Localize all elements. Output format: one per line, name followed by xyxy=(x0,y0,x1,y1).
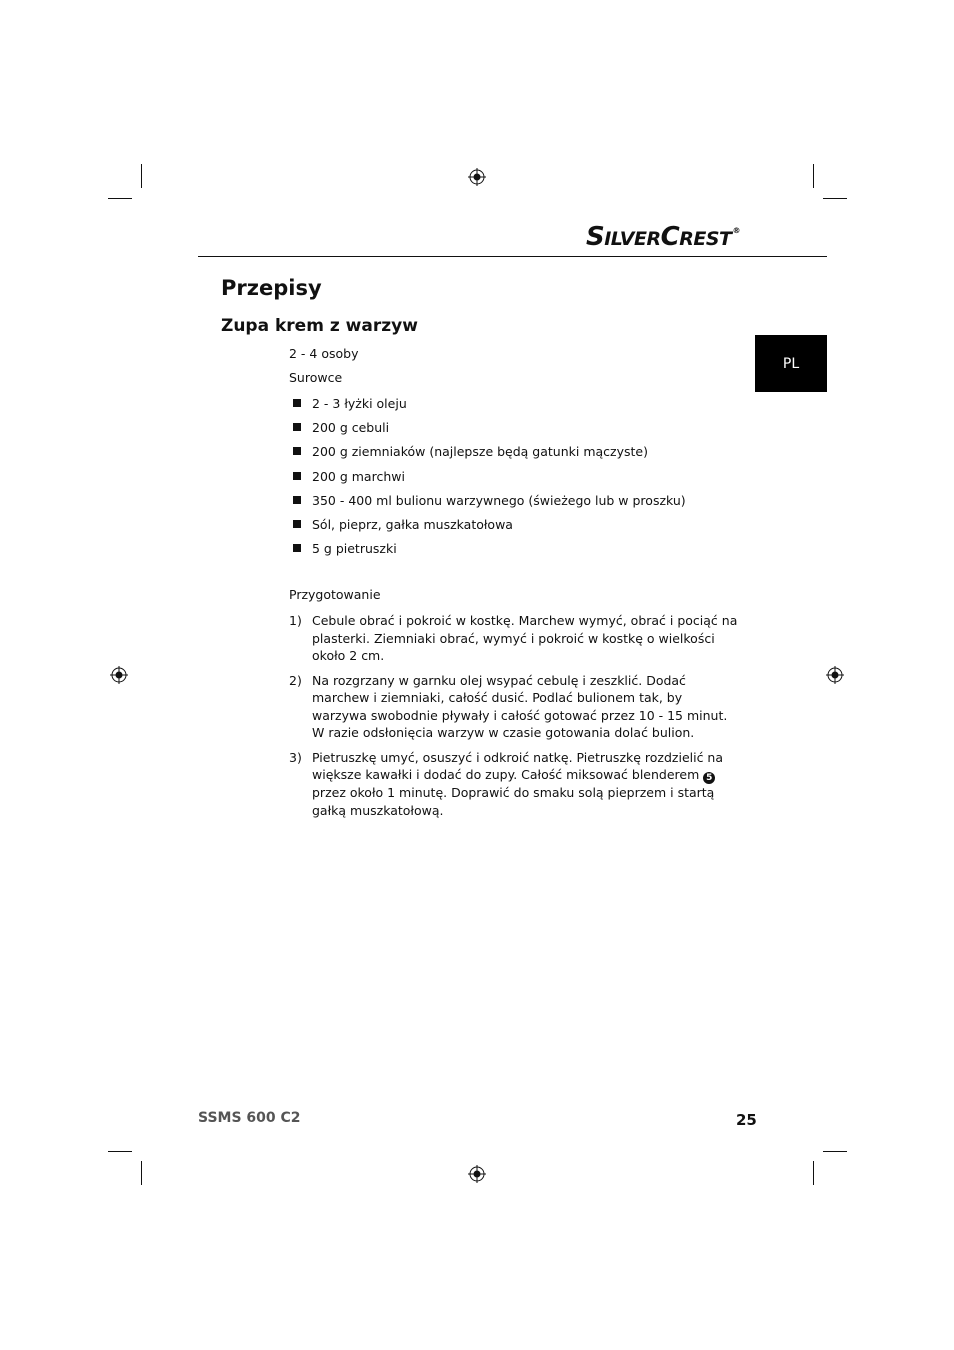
crop-mark xyxy=(141,1161,142,1185)
crop-mark xyxy=(108,1151,132,1152)
step-number: 2) xyxy=(289,672,302,688)
header-divider xyxy=(198,256,827,257)
list-item: 200 g cebuli xyxy=(293,419,686,443)
list-item: 5 g pietruszki xyxy=(293,540,686,564)
page-title: Przepisy xyxy=(221,276,322,300)
square-bullet-icon xyxy=(293,447,301,455)
preparation-steps xyxy=(289,612,739,826)
ingredients-list xyxy=(293,395,686,564)
language-tab: PL xyxy=(755,335,827,392)
step-number: 3) xyxy=(289,749,302,765)
square-bullet-icon xyxy=(293,544,301,552)
step-text: Na rozgrzany w garnku olej wsypać cebulę i zeszklić. Dodać marchew i ziemniaki, całość dusić. Podlać bulionem tak, by warzywa swobodnie pływały i całość gotować przez 10 - 15 minut. W razie odsłonięcia warzyw w czasie gotowania dolać bulion. xyxy=(312,672,728,740)
crop-mark xyxy=(141,164,142,188)
part-reference-badge: 5 xyxy=(703,772,715,784)
preparation-heading: Przygotowanie xyxy=(289,587,381,602)
ingredients-heading: Surowce xyxy=(289,370,343,385)
crop-mark xyxy=(823,1151,847,1152)
registration-mark-icon xyxy=(826,666,844,684)
step-text: Cebule obrać i pokroić w kostkę. Marchew wymyć, obrać i pociąć na plasterki. Ziemniaki obrać, wymyć i pokroić w kostkę o wielkości około 2 cm. xyxy=(312,613,738,663)
page-number: 25 xyxy=(736,1111,757,1129)
square-bullet-icon xyxy=(293,399,301,407)
step-item xyxy=(289,612,739,665)
servings: 2 - 4 osoby xyxy=(289,346,359,361)
crop-mark xyxy=(108,198,132,199)
step-item xyxy=(289,749,739,820)
square-bullet-icon xyxy=(293,520,301,528)
model-number: SSMS 600 C2 xyxy=(198,1110,301,1126)
crop-mark xyxy=(813,1161,814,1185)
registration-mark-icon xyxy=(468,1165,486,1183)
list-item: 350 - 400 ml bulionu warzywnego (świeżego lub w proszku) xyxy=(293,492,686,516)
list-item: Sól, pieprz, gałka muszkatołowa xyxy=(293,516,686,540)
list-item: 200 g ziemniaków (najlepsze będą gatunki mączyste) xyxy=(293,443,686,467)
brand-logo: SILVERCREST® xyxy=(586,222,740,252)
list-item: 2 - 3 łyżki oleju xyxy=(293,395,686,419)
recipe-title: Zupa krem z warzyw xyxy=(221,316,418,336)
step-number: 1) xyxy=(289,613,302,628)
square-bullet-icon xyxy=(293,423,301,431)
square-bullet-icon xyxy=(293,496,301,504)
crop-mark xyxy=(813,164,814,188)
registration-mark-icon xyxy=(110,666,128,684)
step-text: Pietruszkę umyć, osuszyć i odkroić natkę. Pietruszkę rozdzielić na większe kawałki i dodać do zupy. Całość miksować blenderem 5 przez około 1 minutę. Doprawić do smaku solą pieprzem i startą gałką muszkatołową. xyxy=(312,749,724,818)
list-item: 200 g marchwi xyxy=(293,468,686,492)
registration-mark-icon xyxy=(468,168,486,186)
square-bullet-icon xyxy=(293,472,301,480)
step-item xyxy=(289,672,739,742)
crop-mark xyxy=(823,198,847,199)
